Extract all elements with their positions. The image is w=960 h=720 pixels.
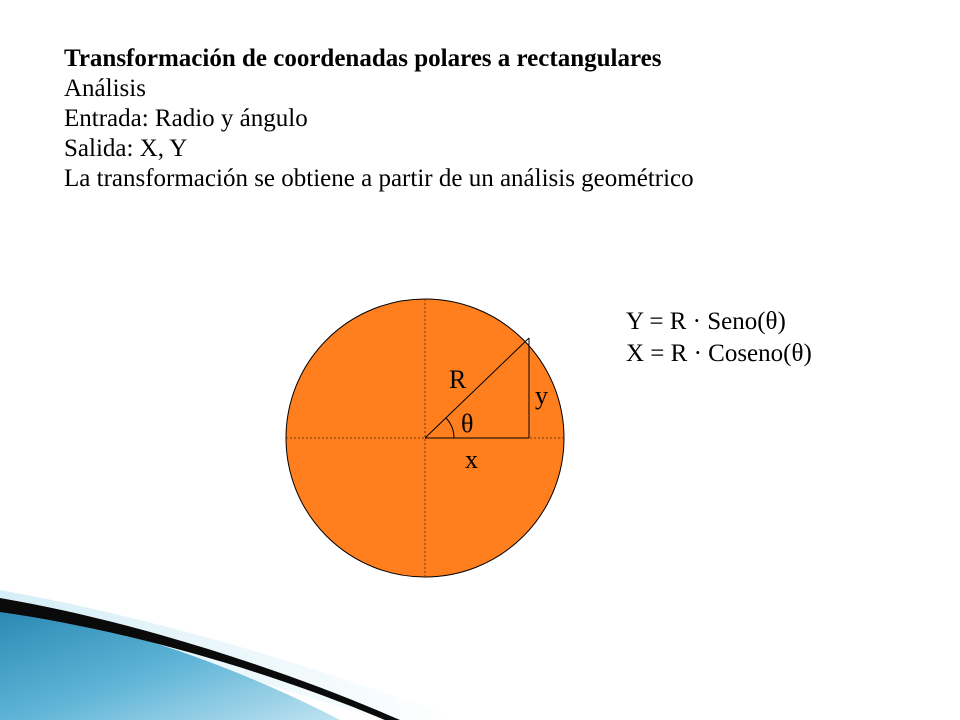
formula-x: X = R · Coseno(θ) <box>626 340 812 367</box>
formula-y: Y = R · Seno(θ) <box>626 308 786 335</box>
slide-title: Transformación de coordenadas polares a rectangulares <box>64 45 662 72</box>
formulas <box>626 306 812 370</box>
text-input: Entrada: Radio y ángulo <box>64 105 308 132</box>
text-description: La transformación se obtiene a partir de un análisis geométrico <box>64 165 694 192</box>
label-r: R <box>449 365 467 394</box>
label-y: y <box>535 381 548 410</box>
text-output: Salida: X, Y <box>64 135 188 162</box>
label-theta: θ <box>461 409 474 438</box>
label-x: x <box>465 445 478 474</box>
text-analysis: Análisis <box>64 75 146 102</box>
